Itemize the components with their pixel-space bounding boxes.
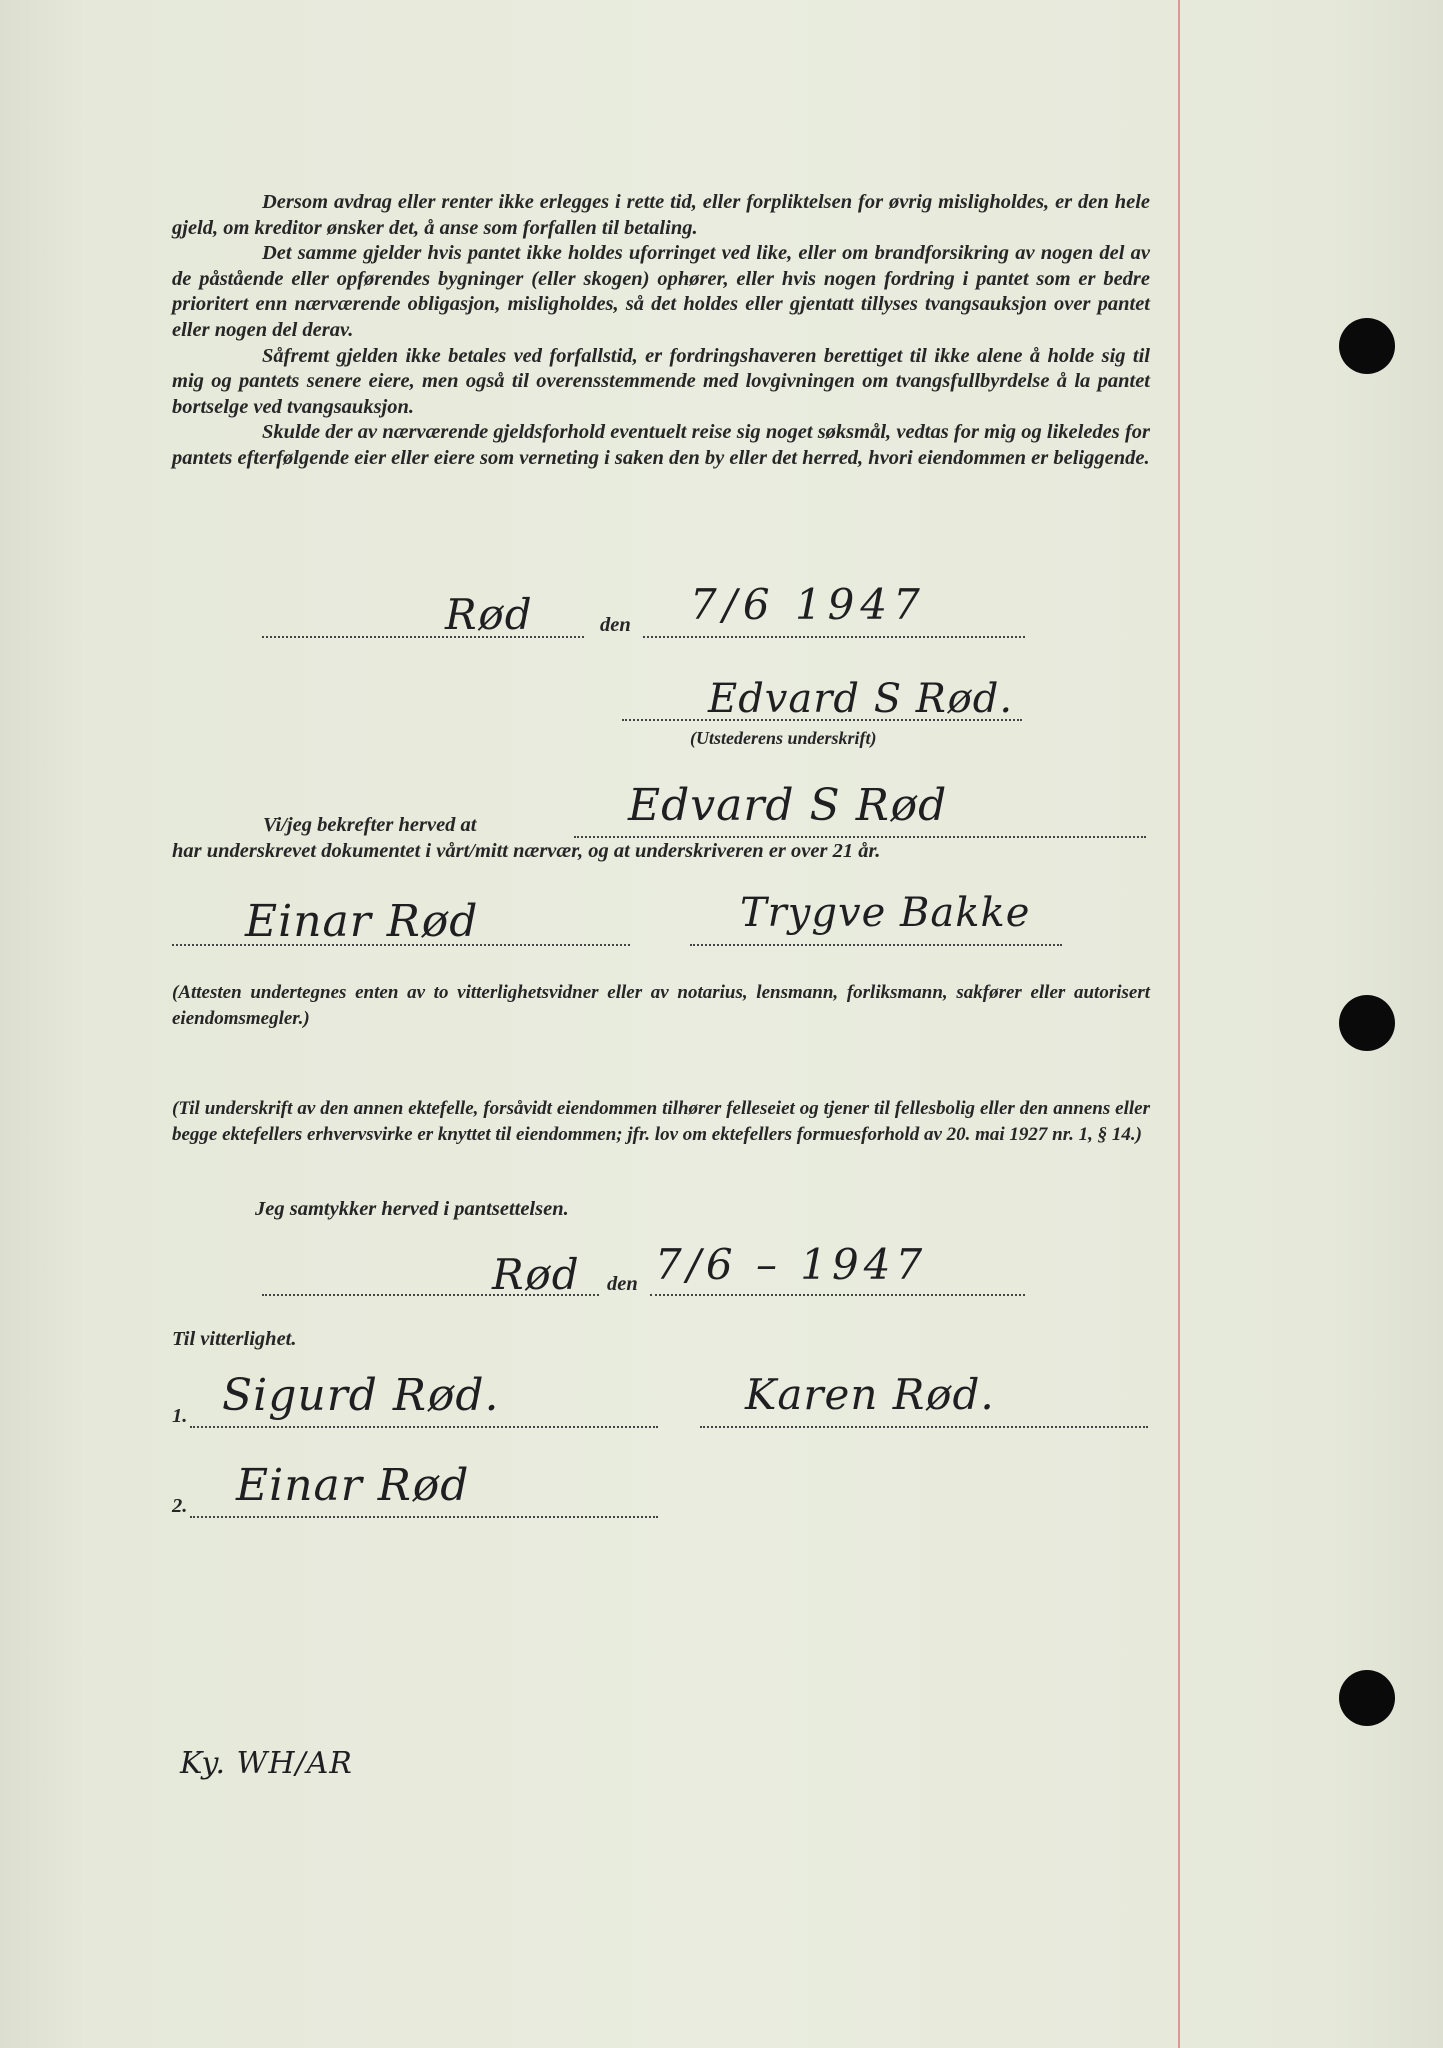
punch-hole-top: [1339, 318, 1395, 374]
witness-line-2: [690, 944, 1062, 946]
clause-venue: Skulde der av nærværende gjeldsforhold eventuelt reise sig noget søksmål, vedtas for mig og likeledes for pantets efterfølgende eier eller eiere som verneting i saken den by eller det herred, hvori eiendommen er beliggende.: [172, 421, 1150, 469]
witness-row-1-right-line: [700, 1426, 1148, 1428]
place-handwritten-2: Rød: [492, 1250, 580, 1299]
consent-text: Jeg samtykker herved i pantsettelsen.: [255, 1198, 569, 1220]
punch-hole-bottom: [1339, 1670, 1395, 1726]
date-line-1: [643, 636, 1025, 638]
date-handwritten-1: 7/6 1947: [690, 580, 926, 629]
confirm-name-line: [574, 836, 1146, 838]
den-label-2: den: [607, 1273, 638, 1295]
witness-row-1-left-signature: Sigurd Rød.: [222, 1370, 500, 1421]
date-line-2: [650, 1294, 1025, 1296]
bleed-through-mark: ​: [591, 10, 609, 138]
confirm-line2: har underskrevet dokumentet i vårt/mitt nærvær, og at underskriveren er over 21 år.: [172, 840, 881, 862]
vitterlighet-label: Til vitterlighet.: [172, 1328, 297, 1350]
witness-signature-2: Trygve Bakke: [740, 890, 1031, 936]
place-line-1: [262, 636, 584, 638]
confirm-prefix: Vi/jeg bekrefter herved at: [263, 814, 477, 836]
witness-row-2-left-line: [190, 1516, 658, 1518]
issuer-signature-line: [622, 719, 1022, 721]
punch-hole-middle: [1339, 995, 1395, 1051]
clause-auction: Såfremt gjelden ikke betales ved forfallstid, er fordringshaveren berettiget til ikke alene å holde sig til mig og pantets senere eiere, men også til overensstemmende med lovgivningen om tvangsfullbyrdelse å la pantet bortselge ved tvangsauksjon.: [172, 344, 1150, 418]
witness-row-2-left-signature: Einar Rød: [236, 1460, 470, 1511]
clause-default: Dersom avdrag eller renter ikke erlegges i rette tid, eller forpliktelsen for øvrig misligholdes, er den hele gjeld, om kreditor ønsker det, å anse som forfallen til betaling.: [172, 191, 1150, 239]
margin-rule: [1178, 0, 1180, 2048]
witness-row-1-left-line: [190, 1426, 658, 1428]
witness-row-2-number: 2.: [172, 1495, 188, 1517]
witness-note: (Attesten undertegnes enten av to vitterlighetsvidner eller av notarius, lensmann, forliksmann, sakfører eller autorisert eiendomsmegler.): [172, 982, 1150, 1029]
terms-block: [172, 190, 1150, 472]
date-handwritten-2: 7/6 – 1947: [655, 1240, 928, 1289]
clause-insurance: Det samme gjelder hvis pantet ikke holdes uforringet ved like, eller om brandforsikring av nogen del av de påstående eller opførendes bygninger (eller skogen) ophører, eller hvis nogen fordring i pantet som er bedre prioritert enn nærværende obligasjon, misligholdes, så det holdes eller gjentatt tillyses tvangsauksjon over pantet eller nogen del derav.: [172, 242, 1150, 341]
issuer-caption: (Utstederens underskrift): [690, 728, 877, 748]
confirm-name-handwritten: Edvard S Rød: [628, 780, 948, 831]
spouse-note: (Til underskrift av den annen ektefelle, forsåvidt eiendommen tilhører felleseiet og tjener til fellesbolig eller den annens eller begge ektefellers erhvervsvirke er knyttet til eiendommen; jfr. lov om ektefellers formuesforhold av 20. mai 1927 nr. 1, § 14.): [172, 1098, 1150, 1145]
witness-row-1-right-signature: Karen Rød.: [745, 1370, 995, 1419]
clerk-initials: Ky. WH/AR: [180, 1746, 353, 1781]
issuer-signature: Edvard S Rød.: [708, 676, 1014, 722]
witness-signature-1: Einar Rød: [245, 896, 479, 947]
witness-line-1: [172, 944, 630, 946]
place-handwritten-1: Rød: [445, 590, 533, 639]
witness-row-1-number: 1.: [172, 1405, 188, 1427]
den-label-1: den: [600, 614, 631, 636]
